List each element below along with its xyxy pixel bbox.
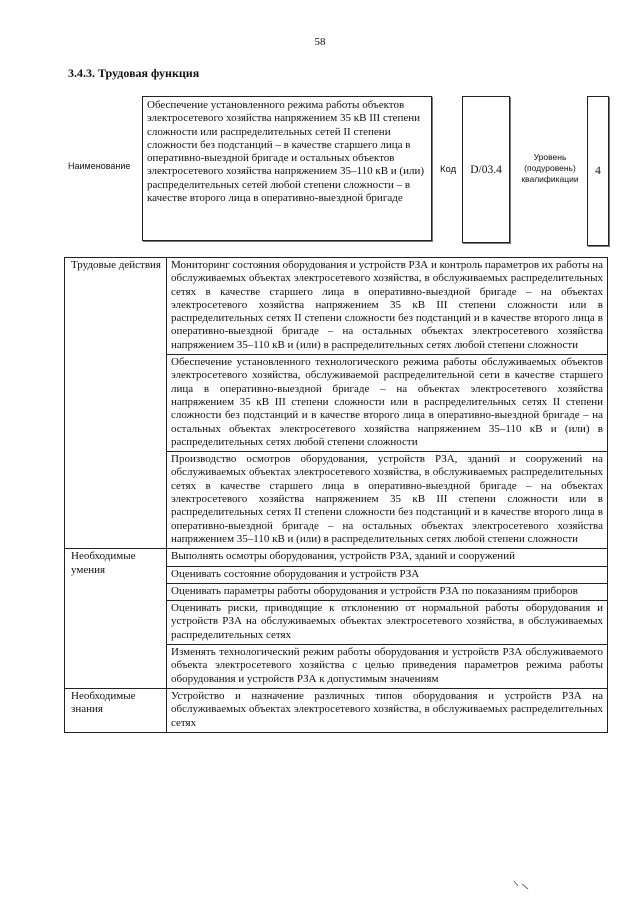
code-value-box: D/03.4	[462, 96, 510, 243]
labor-function-table	[64, 257, 608, 733]
skill-item: Оценивать риски, приводящие к отклонению от нормальной работы оборудования и устройств РЗА на обслуживаемых объектах электросетевого хозяйства, в обслуживаемых распределительных сетях	[167, 601, 608, 645]
function-name-box: Обеспечение установленного режима работы объектов электросетевого хозяйства напряжением 35 кВ III степени сложности или распределительных сетей II степени сложности без подстанций – в качестве старшего лица в оперативно-выездной бригаде и остальных объектов электросетевого хозяйства напряжением 35–110 кВ и (или) распределительных сетей любой степени сложности – в качестве второго лица в оперативно-выездной бригаде	[142, 96, 432, 241]
section-title: 3.4.3. Трудовая функция	[68, 66, 200, 80]
page-number: 58	[314, 36, 326, 48]
labor-action-item: Обеспечение установленного технологического режима работы обслуживаемых объектов электросетевого хозяйства, обслуживаемой распределительной сети в качестве старшего лица в оперативно-выездной бригаде – на объектах электросетевого хозяйства напряжением 35 кВ III степени сложности или в распределительных сетях II степени сложности без подстанций и в качестве второго лица в оперативно-выездной бригаде – на остальных объектах электросетевого хозяйства напряжением 35–110 кВ и (или) в распределительных сетях любой степени сложности	[167, 355, 608, 452]
labor-action-item: Мониторинг состояния оборудования и устройств РЗА и контроль параметров их работы на обслуживаемых объектах электросетевого хозяйства, в обслуживаемых распределительных сетях в качестве старшего лица в оперативно-выездной бригаде – на объектах электросетевого хозяйства напряжением 35 кВ III степени сложности или в распределительных сетях II степени сложности без подстанций и в качестве второго лица в оперативно-выездной бригаде – на остальных объектах электросетевого хозяйства напряжением 35–110 кВ и (или) в распределительных сетях любой степени сложности	[167, 258, 608, 355]
labor-actions-label: Трудовые действия	[65, 258, 167, 549]
skill-item: Оценивать параметры работы оборудования и устройств РЗА по показаниям приборов	[167, 583, 608, 600]
labor-action-item: Производство осмотров оборудования, устройств РЗА, зданий и сооружений на обслуживаемых объектах электросетевого хозяйства, в обслуживаемых распределительных сетях в качестве старшего лица в оперативно-выездной бригаде – на объектах электросетевого хозяйства напряжением 35 кВ III степени сложности или в распределительных сетях II степени сложности без подстанций и в качестве второго лица в оперативно-выездной бригаде – на остальных объектах электросетевого хозяйства напряжением 35–110 кВ и (или) в распределительных сетях любой степени сложности	[167, 452, 608, 549]
scan-mark-icon	[512, 880, 532, 890]
required-skills-label: Необходимые умения	[65, 549, 167, 689]
qualification-level-box: 4	[587, 96, 609, 246]
code-label: Код	[440, 164, 457, 175]
skill-item: Изменять технологический режим работы оборудования и устройств РЗА обслуживаемого объекта электросетевого хозяйства с целью приведения параметров режима работы оборудования и устройств РЗА к допустимым значениям	[167, 645, 608, 689]
skill-item: Выполнять осмотры оборудования, устройств РЗА, зданий и сооружений	[167, 549, 608, 566]
knowledge-item: Устройство и назначение различных типов оборудования и устройств РЗА на обслуживаемых объектах электросетевого хозяйства, в обслуживаемых распределительных сетях	[167, 688, 608, 732]
name-label: Наименование	[68, 161, 131, 171]
skill-item: Оценивать состояние оборудования и устройств РЗА	[167, 566, 608, 583]
qualification-level-label: Уровень (подуровень) квалификации	[521, 152, 579, 184]
required-knowledge-label: Необходимые знания	[65, 688, 167, 732]
